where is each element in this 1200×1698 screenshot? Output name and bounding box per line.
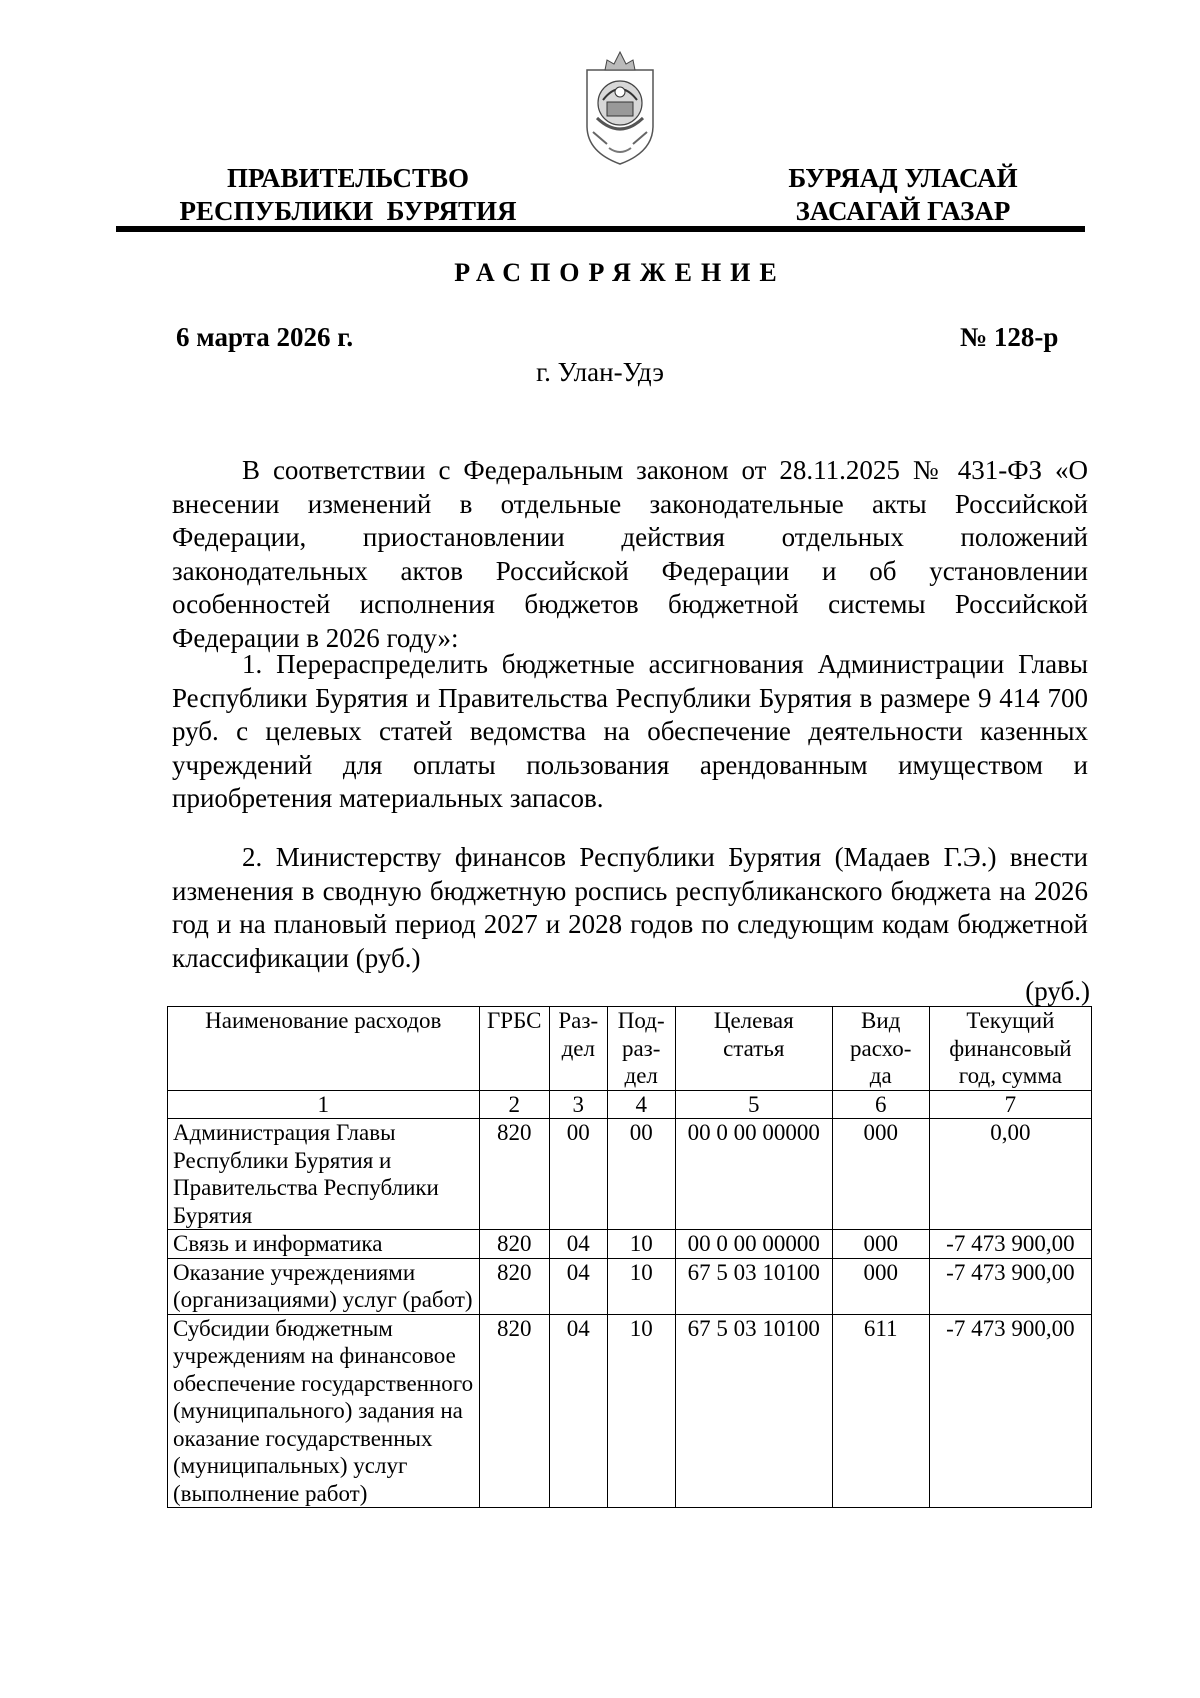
row-amount: -7 473 900,00 [929, 1314, 1091, 1508]
item-2-paragraph: 2. Министерству финансов Республики Бурятия (Мадаев Г.Э.) внести изменения в сводную бюджетную роспись республиканского бюджета на 2026 год и на плановый период 2027 и 2028 годов по следующим кодам бюджетной классификации (руб.) [172, 842, 1088, 973]
row-razdel: 04 [549, 1314, 607, 1508]
index-cell: 5 [675, 1090, 832, 1119]
row-vid: 000 [832, 1258, 929, 1314]
item-1-paragraph: 1. Перераспределить бюджетные ассигнования Администрации Главы Республики Бурятия и Правительства Республики Бурятия в размере 9 414 700 руб. с целевых статей ведомства на обеспечение деятельности казенных учреждений для оплаты пользования арендованным имуществом и приобретения материальных запасов. [172, 649, 1088, 813]
row-name: Связь и информатика [168, 1230, 480, 1259]
index-cell: 1 [168, 1090, 480, 1119]
index-cell: 6 [832, 1090, 929, 1119]
row-name: Администрация Главы Республики Бурятия и Правительства Республики Бурятия [168, 1119, 480, 1230]
org-name-ru-line1: ПРАВИТЕЛЬСТВО [226, 163, 470, 193]
row-grbs: 820 [479, 1314, 549, 1508]
index-cell: 2 [479, 1090, 549, 1119]
col-header-vid: Вид расхо- да [832, 1007, 929, 1091]
row-podrazdel: 10 [607, 1230, 675, 1259]
row-grbs: 820 [479, 1119, 549, 1230]
row-name: Оказание учреждениями (организациями) услуг (работ) [168, 1258, 480, 1314]
table-unit-label: (руб.) [1025, 976, 1090, 1006]
row-target: 67 5 03 10100 [675, 1314, 832, 1508]
col-header-amount: Текущий финансовый год, сумма [929, 1007, 1091, 1091]
row-podrazdel: 10 [607, 1258, 675, 1314]
table-index-row [168, 1090, 1092, 1119]
row-name: Субсидии бюджетным учреждениям на финансовое обеспечение государственного (муниципального) задания на оказание государственных (муниципальных) услуг (выполнение работ) [168, 1314, 480, 1508]
index-cell: 7 [929, 1090, 1091, 1119]
row-grbs: 820 [479, 1258, 549, 1314]
table-row [168, 1258, 1092, 1314]
table-row [168, 1119, 1092, 1230]
row-amount: 0,00 [929, 1119, 1091, 1230]
col-header-grbs: ГРБС [479, 1007, 549, 1091]
row-vid: 000 [832, 1230, 929, 1259]
table-row [168, 1230, 1092, 1259]
row-amount: -7 473 900,00 [929, 1230, 1091, 1259]
index-cell: 3 [549, 1090, 607, 1119]
coat-of-arms-icon [583, 48, 657, 166]
row-target: 00 0 00 00000 [675, 1119, 832, 1230]
org-name-buryat [772, 162, 1034, 228]
org-name-russian [162, 162, 534, 228]
row-razdel: 04 [549, 1258, 607, 1314]
document-city: г. Улан-Удэ [536, 357, 664, 387]
index-cell: 4 [607, 1090, 675, 1119]
col-header-name: Наименование расходов [168, 1007, 480, 1091]
budget-table [167, 1006, 1092, 1508]
row-grbs: 820 [479, 1230, 549, 1259]
col-header-target: Целевая статья [675, 1007, 832, 1091]
row-podrazdel: 10 [607, 1314, 675, 1508]
row-target: 67 5 03 10100 [675, 1258, 832, 1314]
row-amount: -7 473 900,00 [929, 1258, 1091, 1314]
header-rule [116, 226, 1085, 232]
col-header-razdel: Раз- дел [549, 1007, 607, 1091]
row-target: 00 0 00 00000 [675, 1230, 832, 1259]
row-razdel: 04 [549, 1230, 607, 1259]
row-vid: 000 [832, 1119, 929, 1230]
preamble-paragraph: В соответствии с Федеральным законом от 28.11.2025 № 431-ФЗ «О внесении изменений в отдельные законодательные акты Российской Федерации, приостановлении действия отдельных положений законодательных актов Российской Федерации и об установлении особенностей исполнения бюджетов бюджетной системы Российской Федерации в 2026 году»: [172, 455, 1088, 653]
table-row [168, 1314, 1092, 1508]
document-date: 6 марта 2026 г. [176, 322, 354, 352]
org-name-bua-line1: БУРЯАД УЛАСАЙ [788, 163, 1018, 193]
row-razdel: 00 [549, 1119, 607, 1230]
table-header-row [168, 1007, 1092, 1091]
row-podrazdel: 00 [607, 1119, 675, 1230]
org-name-bua-line2: ЗАСАГАЙ ГАЗАР [795, 196, 1011, 226]
org-name-ru-line2: РЕСПУБЛИКИ БУРЯТИЯ [179, 196, 517, 226]
col-header-podrazdel: Под- раз- дел [607, 1007, 675, 1091]
document-type-title: РАСПОРЯЖЕНИЕ [454, 258, 786, 287]
row-vid: 611 [832, 1314, 929, 1508]
document-number: № 128-р [960, 322, 1059, 352]
